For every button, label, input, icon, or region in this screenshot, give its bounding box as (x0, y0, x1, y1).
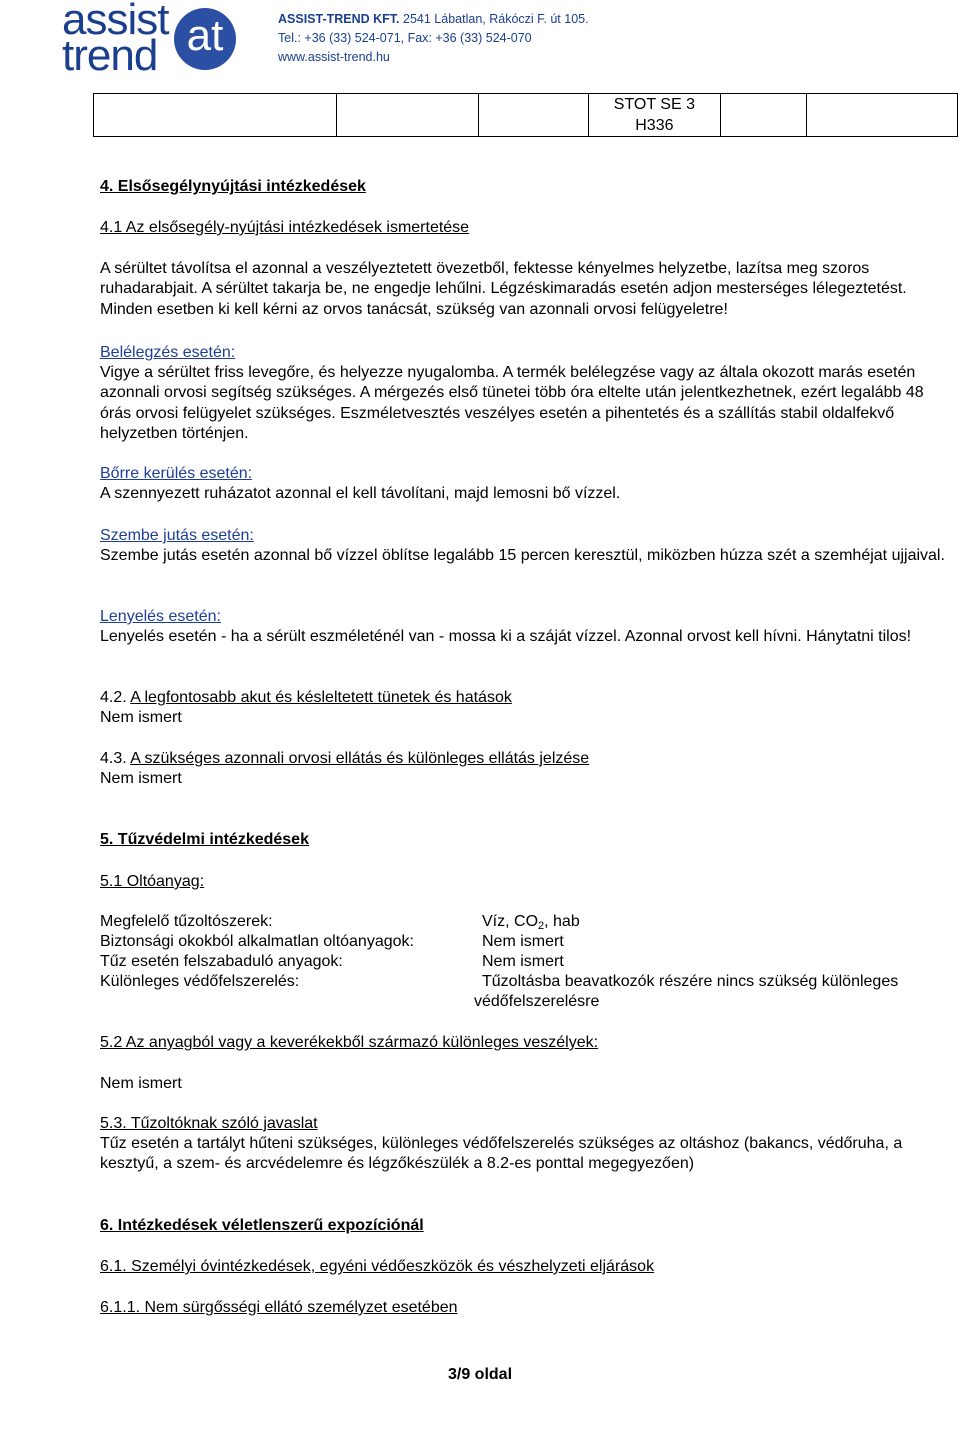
header-cell-product (588, 94, 720, 137)
eye-contact-label: Szembe jutás esetén: (100, 527, 254, 544)
unsuitable-extinguisher-value: Nem ismert (482, 933, 564, 950)
logo-text-top: assist (62, 0, 169, 44)
company-phone: Tel.: +36 (33) 524-071, Fax: +36 (33) 524-070 (278, 31, 532, 45)
ingestion-text: Lenyelés esetén - ha a sérült eszméleténél van - mossa ki a száját vízzel. Azonnal orvost kell hívni. Hánytatni tilos! (100, 628, 912, 645)
fire-released-substances-label: Tűz esetén felszabaduló anyagok: (100, 953, 343, 970)
section-5-1-title: 5.1 Oltóanyag: (100, 873, 205, 890)
page-number: 3/9 oldal (447, 1366, 513, 1383)
section-4-2-heading (100, 688, 512, 708)
section-5-3-text: Tűz esetén a tartályt hűteni szükséges, különleges védőfelszerelés szükséges az oltáshoz (bakancs, védőruha, a kesztyű, a szem- és arcvédelemre és légzőkészülék a 8.2-es ponttal megegyezően) (100, 1135, 903, 1173)
company-info (278, 10, 589, 67)
section-4-2-title: A legfontosabb akut és késleltetett tünetek és hatások (130, 689, 512, 706)
unsuitable-extinguisher-label: Biztonsági okokból alkalmatlan oltóanyagok: (100, 933, 414, 950)
section-4-2-text: Nem ismert (100, 709, 182, 726)
value-subscript: 2 (538, 920, 545, 932)
logo-circle: at (174, 8, 236, 70)
eye-contact-text: Szembe jutás esetén azonnal bő vízzel öblítse legalább 15 percen keresztül, miközben húzza szét a szemhéjat ujjaival. (100, 547, 945, 564)
section-5-2-text: Nem ismert (100, 1075, 182, 1092)
company-address: 2541 Lábatlan, Rákóczi F. út 105. (403, 12, 589, 26)
section-6-1-title: 6.1. Személyi óvintézkedések, egyéni védőeszközök és vészhelyzeti eljárások (100, 1258, 655, 1275)
company-logo (62, 0, 242, 80)
special-equipment-value: Tűzoltásba beavatkozók részére nincs szükség különleges védőfelszerelésre (474, 973, 899, 1011)
logo-text-bottom: trend (62, 31, 158, 80)
header-table (93, 93, 958, 137)
section-5-2-title: 5.2 Az anyagból vagy a keverékekből származó különleges veszélyek: (100, 1034, 599, 1051)
section-4-3-heading (100, 749, 589, 769)
company-name: ASSIST-TREND KFT. (278, 12, 400, 26)
product-code: STOT SE 3 (613, 96, 695, 113)
ingestion-label: Lenyelés esetén: (100, 608, 221, 625)
section-6-1-1-title: 6.1.1. Nem sürgősségi ellátó személyzet esetében (100, 1299, 458, 1316)
section-4-3-title: A szükséges azonnali orvosi ellátás és különleges ellátás jelzése (130, 750, 590, 767)
section-4-3-text: Nem ismert (100, 770, 182, 787)
skin-contact-label: Bőrre kerülés esetén: (100, 465, 253, 482)
value-text: Víz, CO (482, 913, 539, 930)
section-4-1-title: 4.1 Az elsősegély-nyújtási intézkedések ismertetése (100, 219, 470, 236)
header-cell (478, 94, 588, 137)
section-6-title: 6. Intézkedések véletlenszerű expozíciónál (100, 1217, 424, 1234)
section-4-2-number: 4.2. (100, 689, 127, 706)
extinguisher-row-value (482, 912, 580, 932)
section-4-title: 4. Elsősegélynyújtási intézkedések (100, 178, 366, 195)
special-equipment-label: Különleges védőfelszerelés: (100, 973, 300, 990)
header-cell (721, 94, 807, 137)
skin-contact-text: A szennyezett ruházatot azonnal el kell távolítani, majd lemosni bő vízzel. (100, 485, 621, 502)
section-5-title: 5. Tűzvédelmi intézkedések (100, 831, 309, 848)
header-cell (336, 94, 478, 137)
inhalation-label: Belélegzés esetén: (100, 344, 236, 361)
hazard-code: H336 (635, 117, 674, 134)
extinguisher-row-label: Megfelelő tűzoltószerek: (100, 913, 273, 930)
value-text: , hab (544, 913, 580, 930)
first-aid-general-text: A sérültet távolítsa el azonnal a veszélyeztetett övezetből, fektesse kényelmes helyzetbe, lazítsa meg szoros ruhadarabjait. A sérültet takarja be, ne engedje lehűlni. Légzéskimaradás esetén adjon mesterséges lélegeztetést. Minden esetben ki kell kérni az orvos tanácsát, szükség van azonnali orvosi felügyeletre! (100, 260, 907, 318)
header-cell (94, 94, 337, 137)
fire-released-substances-value: Nem ismert (482, 953, 564, 970)
section-5-3-title: 5.3. Tűzoltóknak szóló javaslat (100, 1115, 318, 1132)
header-cell (807, 94, 958, 137)
inhalation-text: Vigye a sérültet friss levegőre, és helyezze nyugalomba. A termék belélegzése vagy az általa okozott marás esetén azonnali orvosi segítség szükséges. A mérgezés első tünetei több óra eltelte után jelentkezhetnek, ezért legalább 48 órás orvosi felügyelet szükséges. Eszméletvesztés veszélyes esetén a pihentetés és a szállítás stabil oldalfekvő helyzetben történjen. (100, 364, 924, 442)
company-web: www.assist-trend.hu (278, 50, 390, 64)
section-4-3-number: 4.3. (100, 750, 127, 767)
